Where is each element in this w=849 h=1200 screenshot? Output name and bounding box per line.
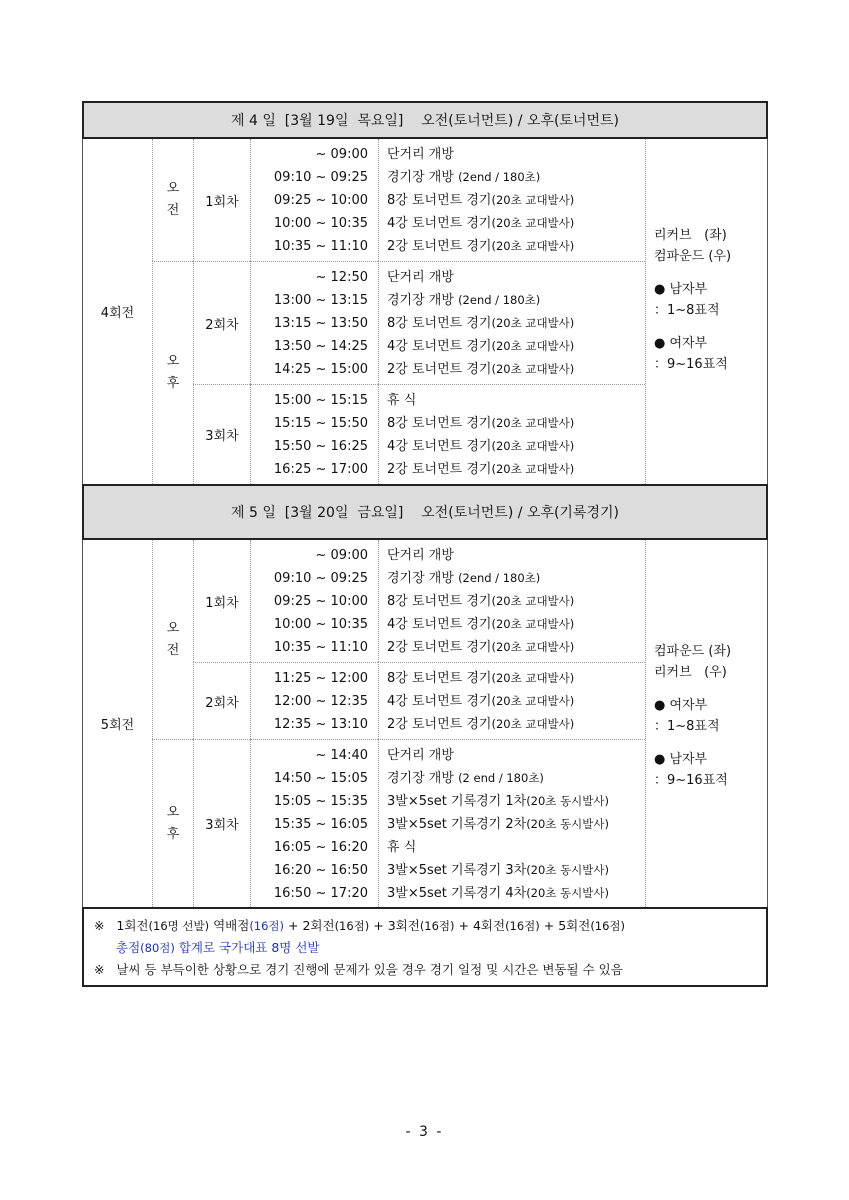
activity-text: 3발×5set 기록경기 3차(20초 동시발사): [387, 863, 609, 878]
time-range: 13:00 ~ 13:15: [273, 293, 368, 308]
activity-text: 2강 토너먼트 경기(20초 교대발사): [387, 239, 575, 254]
day5-turn-3: 3회차: [193, 739, 250, 907]
spacer: [654, 321, 763, 333]
time-range: 14:50 ~ 15:05: [273, 771, 368, 786]
day5-am-label: 오 전: [152, 540, 193, 739]
time-range: 12:35 ~ 13:10: [273, 717, 368, 732]
day4-day: 제 4 일: [231, 113, 276, 129]
day5-acts-1: [378, 540, 645, 662]
activity-text: 4강 토너먼트 경기(20초 교대발사): [387, 216, 575, 231]
note-line: 컴파운드 (좌): [654, 644, 732, 659]
time-range: ~ 14:40: [315, 748, 368, 763]
time-range: 15:15 ~ 15:50: [273, 416, 368, 431]
activity-text: 경기장 개방 (2end / 180초): [387, 571, 541, 586]
schedule-table: [82, 101, 768, 987]
note-line: ：1~8표적: [654, 719, 720, 734]
note-line: ● 여자부: [654, 698, 708, 713]
day5-acts-2: [378, 662, 645, 739]
footer-notes: [82, 907, 768, 987]
note-line: 컴파운드 (우): [654, 249, 732, 264]
day4-pm-label: 오 후: [152, 261, 193, 484]
footer-line-2: 총점(80점) 합계로 국가대표 8명 선발: [116, 940, 320, 955]
day5-pm-label: 오 후: [152, 739, 193, 907]
time-range: 15:05 ~ 15:35: [273, 794, 368, 809]
activity-text: 단거리 개방: [387, 270, 454, 285]
time-range: 09:10 ~ 09:25: [273, 170, 368, 185]
activity-text: 경기장 개방 (2end / 180초): [387, 293, 541, 308]
spacer: [654, 737, 763, 749]
time-range: 10:00 ~ 10:35: [273, 216, 368, 231]
activity-text: 경기장 개방 (2 end / 180초): [387, 771, 544, 786]
note-line: ● 남자부: [654, 752, 708, 767]
spacer: [654, 267, 763, 279]
day5-session: 오전(토너먼트) / 오후(기록경기): [421, 505, 619, 521]
day5-acts-3: [378, 739, 645, 907]
time-range: 10:00 ~ 10:35: [273, 617, 368, 632]
footer-line-1: ※ 1회전(16명 선발) 역배점(16점) + 2회전(16점) + 3회전(16점) + 4회전(16점) + 5회전(16점): [94, 918, 626, 933]
day4-header: [82, 101, 768, 139]
activity-text: 4강 토너먼트 경기(20초 교대발사): [387, 339, 575, 354]
activity-text: 휴 식: [387, 393, 417, 408]
time-range: 11:25 ~ 12:00: [273, 671, 368, 686]
page-number: - 3 -: [405, 1124, 444, 1140]
activity-text: 2강 토너먼트 경기(20초 교대발사): [387, 717, 575, 732]
activity-text: 3발×5set 기록경기 1차(20초 동시발사): [387, 794, 609, 809]
day4-times-3: [250, 384, 378, 484]
time-range: ~ 12:50: [315, 270, 368, 285]
day4-acts-3: [378, 384, 645, 484]
day4-round: 4회전: [100, 306, 135, 321]
activity-text: 휴 식: [387, 840, 417, 855]
activity-text: 8강 토너먼트 경기(20초 교대발사): [387, 193, 575, 208]
day4-times-2: [250, 261, 378, 384]
time-range: 12:00 ~ 12:35: [273, 694, 368, 709]
day4-acts-2: [378, 261, 645, 384]
day5-notes: [645, 540, 767, 907]
time-range: 14:25 ~ 15:00: [273, 362, 368, 377]
note-line: ：1~8표적: [654, 303, 720, 318]
day4-notes: [645, 139, 767, 484]
day4-turn-1: 1회차: [193, 139, 250, 261]
day4-turn-2: 2회차: [193, 261, 250, 384]
activity-text: 단거리 개방: [387, 147, 454, 162]
time-range: 10:35 ~ 11:10: [273, 239, 368, 254]
time-range: 09:25 ~ 10:00: [273, 594, 368, 609]
day4-acts-1: [378, 139, 645, 261]
note-line: 리커브 (우): [654, 665, 727, 680]
day5-header: [82, 484, 768, 540]
time-range: 10:35 ~ 11:10: [273, 640, 368, 655]
day5-day: 제 5 일: [231, 505, 276, 521]
activity-text: 8강 토너먼트 경기(20초 교대발사): [387, 316, 575, 331]
note-line: ● 여자부: [654, 336, 708, 351]
activity-text: 4강 토너먼트 경기(20초 교대발사): [387, 617, 575, 632]
time-range: 09:10 ~ 09:25: [273, 571, 368, 586]
day5-round: 5회전: [100, 718, 135, 733]
activity-text: 8강 토너먼트 경기(20초 교대발사): [387, 671, 575, 686]
day5-turn-2: 2회차: [193, 662, 250, 739]
day5-body: [82, 540, 768, 907]
time-range: 15:50 ~ 16:25: [273, 439, 368, 454]
day4-times-1: [250, 139, 378, 261]
time-range: 16:25 ~ 17:00: [273, 462, 368, 477]
activity-text: 3발×5set 기록경기 2차(20초 동시발사): [387, 817, 609, 832]
note-line: ● 남자부: [654, 282, 708, 297]
day4-am-label: 오 전: [152, 139, 193, 261]
activity-text: 단거리 개방: [387, 748, 454, 763]
activity-text: 2강 토너먼트 경기(20초 교대발사): [387, 640, 575, 655]
time-range: 13:50 ~ 14:25: [273, 339, 368, 354]
time-range: 13:15 ~ 13:50: [273, 316, 368, 331]
activity-text: 8강 토너먼트 경기(20초 교대발사): [387, 416, 575, 431]
activity-text: 3발×5set 기록경기 4차(20초 동시발사): [387, 886, 609, 901]
time-range: 16:20 ~ 16:50: [273, 863, 368, 878]
note-line: ：9~16표적: [654, 357, 728, 372]
day4-turn-3: 3회차: [193, 384, 250, 484]
day4-body: [82, 139, 768, 484]
time-range: 16:50 ~ 17:20: [273, 886, 368, 901]
time-range: 09:25 ~ 10:00: [273, 193, 368, 208]
activity-text: 2강 토너먼트 경기(20초 교대발사): [387, 362, 575, 377]
time-range: ~ 09:00: [315, 147, 368, 162]
day5-date: [3월 20일 금요일]: [284, 505, 404, 521]
day4-session: 오전(토너먼트) / 오후(토너먼트): [421, 113, 619, 129]
activity-text: 경기장 개방 (2end / 180초): [387, 170, 541, 185]
day5-times-2: [250, 662, 378, 739]
activity-text: 4강 토너먼트 경기(20초 교대발사): [387, 694, 575, 709]
time-range: 16:05 ~ 16:20: [273, 840, 368, 855]
activity-text: 단거리 개방: [387, 548, 454, 563]
time-range: 15:35 ~ 16:05: [273, 817, 368, 832]
day5-times-1: [250, 540, 378, 662]
activity-text: 2강 토너먼트 경기(20초 교대발사): [387, 462, 575, 477]
spacer: [654, 683, 763, 695]
day4-date: [3월 19일 목요일]: [284, 113, 404, 129]
activity-text: 4강 토너먼트 경기(20초 교대발사): [387, 439, 575, 454]
activity-text: 8강 토너먼트 경기(20초 교대발사): [387, 594, 575, 609]
note-line: 리커브 (좌): [654, 228, 727, 243]
time-range: 15:00 ~ 15:15: [273, 393, 368, 408]
day5-turn-1: 1회차: [193, 540, 250, 662]
time-range: ~ 09:00: [315, 548, 368, 563]
day5-times-3: [250, 739, 378, 907]
footer-line-3: ※ 날씨 등 부득이한 상황으로 경기 진행에 문제가 있을 경우 경기 일정 및 시간은 변동될 수 있음: [94, 962, 623, 977]
note-line: ：9~16표적: [654, 773, 728, 788]
